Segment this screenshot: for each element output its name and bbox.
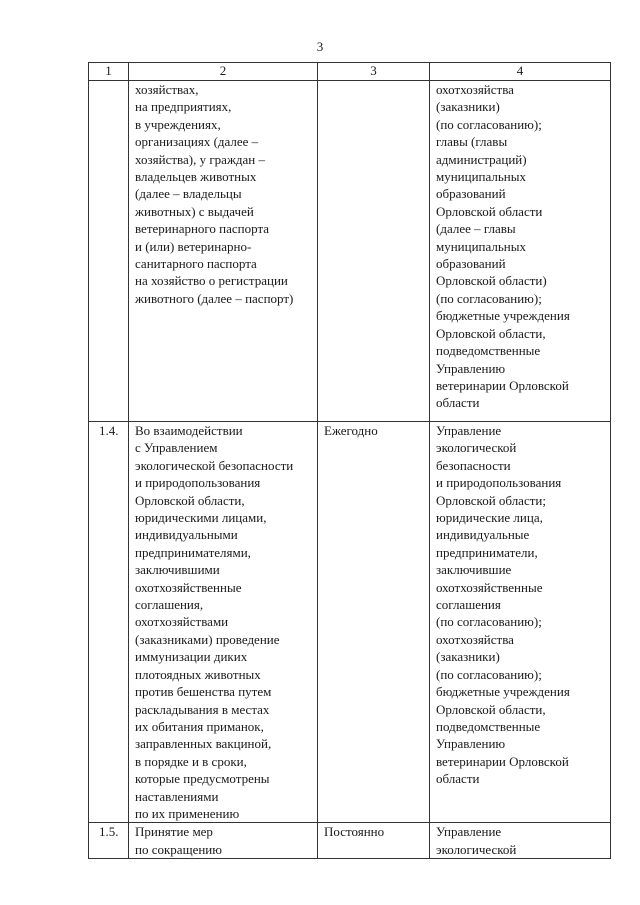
measure-text: Во взаимодействии с Управлением экологической безопасности и природопользования Орловской области, юридическими лицами, индивидуальными предпринимателями, заключившими охотхозяйственные соглашения, охотхозяйствами (заказниками) проведение иммунизации диких плотоядных животных против бешенства путем раскладывания в местах их обитания приманок, заправленных вакциной, в порядке и в сроки, которые предусмотрены наставлениями по их применению [129, 422, 318, 823]
header-cell-1: 1 [89, 63, 129, 81]
table-row [89, 823, 611, 859]
executors-text: Управление экологической [430, 823, 611, 859]
measures-table [88, 62, 611, 859]
table-row [89, 422, 611, 823]
table-row [89, 81, 611, 422]
header-cell-2: 2 [129, 63, 318, 81]
term-text [318, 81, 430, 422]
row-number [89, 81, 129, 422]
row-number: 1.4. [89, 422, 129, 823]
executors-text: охотхозяйства (заказники) (по согласованию); главы (главы администраций) муниципальных образований Орловской области (далее – главы муниципальных образований Орловской области) (по согласованию); бюджетные учреждения Орловской области, подведомственные Управлению ветеринарии Орловской области [430, 81, 611, 422]
term-text: Ежегодно [318, 422, 430, 823]
measure-text: хозяйствах, на предприятиях, в учреждениях, организациях (далее – хозяйства), у граждан – владельцев животных (далее – владельцы животных) с выдачей ветеринарного паспорта и (или) ветеринарно- санитарного паспорта на хозяйство о регистрации животного (далее – паспорт) [129, 81, 318, 422]
row-number: 1.5. [89, 823, 129, 859]
header-cell-3: 3 [318, 63, 430, 81]
term-text: Постоянно [318, 823, 430, 859]
page-number: 3 [316, 39, 324, 54]
table-header-row [89, 63, 611, 81]
executors-text: Управление экологической безопасности и природопользования Орловской области; юридические лица, индивидуальные предприниматели, заключившие охотхозяйственные соглашения (по согласованию); охотхозяйства (заказники) (по согласованию); бюджетные учреждения Орловской области, подведомственные Управлению ветеринарии Орловской области [430, 422, 611, 823]
header-cell-4: 4 [430, 63, 611, 81]
measure-text: Принятие мер по сокращению [129, 823, 318, 859]
